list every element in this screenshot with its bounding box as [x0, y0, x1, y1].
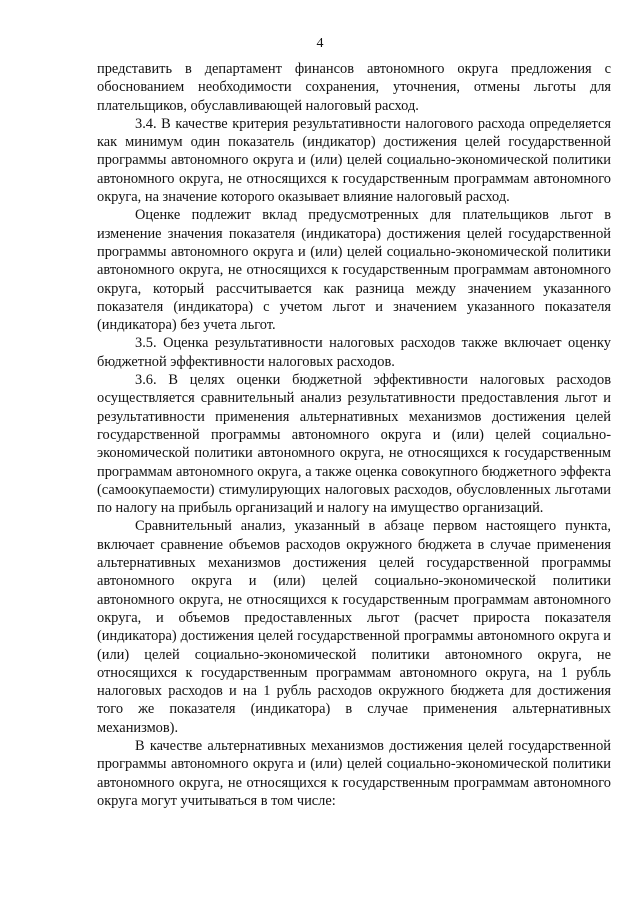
paragraph-assessment-contribution: Оценке подлежит вклад предусмотренных для плательщиков льгот в изменение значения показателя (индикатора) достижения целей государственной программы автономного округа и (или) целей социально-экономической политики автономного округа, не относящихся к государственным программам автономного округа, который рассчитывается как разница между значением указанного показателя (индикатора) с учетом льгот и значением указанного показателя (индикатора) без учета льгот. — [97, 207, 611, 334]
document-body — [97, 60, 611, 810]
paragraph-3-5: 3.5. Оценка результативности налоговых расходов также включает оценку бюджетной эффективности налоговых расходов. — [97, 335, 611, 370]
paragraph-3-6: 3.6. В целях оценки бюджетной эффективности налоговых расходов осуществляется сравнительный анализ результативности предоставления льгот и результативности применения альтернативных механизмов достижения целей государственной программы автономного округа и (или) целей социально-экономической политики автономного округа, не относящихся к государственным программам автономного округа, а также оценка совокупного бюджетного эффекта (самоокупаемости) стимулирующих налоговых расходов, обусловленных льготами по налогу на прибыль организаций и налогу на имущество организаций. — [97, 372, 611, 517]
paragraph-alternative-mechanisms: В качестве альтернативных механизмов достижения целей государственной программы автономного округа и (или) целей социально-экономической политики автономного округа, не относящихся к государственным программам автономного округа могут учитываться в том числе: — [97, 737, 611, 809]
paragraph-comparative-analysis: Сравнительный анализ, указанный в абзаце первом настоящего пункта, включает сравнение объемов расходов окружного бюджета в случае применения альтернативных механизмов достижения целей государственной программы автономного округа и (или) целей социально-экономической политики автономного округа, не относящихся к государственным программам автономного округа, и объемов предоставленных льгот (расчет прироста показателя (индикатора) достижения целей государственной программы автономного округа и (или) целей социально-экономической политики автономного округа, не относящихся к государственным программам автономного округа, на 1 рубль налоговых расходов и на 1 рубль расходов окружного бюджета для достижения того же показателя (индикатора) в случае применения альтернативных механизмов). — [97, 518, 611, 736]
paragraph-3-4: 3.4. В качестве критерия результативности налогового расхода определяется как минимум один показатель (индикатор) достижения целей государственной программы автономного округа и (или) целей социально-экономической политики автономного округа, не относящихся к государственным программам автономного округа, на значение которого оказывает влияние налоговый расход. — [97, 115, 611, 206]
paragraph-continuation: представить в департамент финансов автономного округа предложения с обоснованием необходимости сохранения, уточнения, отмены льготы для плательщиков, обуславливающей налоговый расход. — [97, 61, 611, 114]
page-number: 4 — [316, 36, 324, 51]
